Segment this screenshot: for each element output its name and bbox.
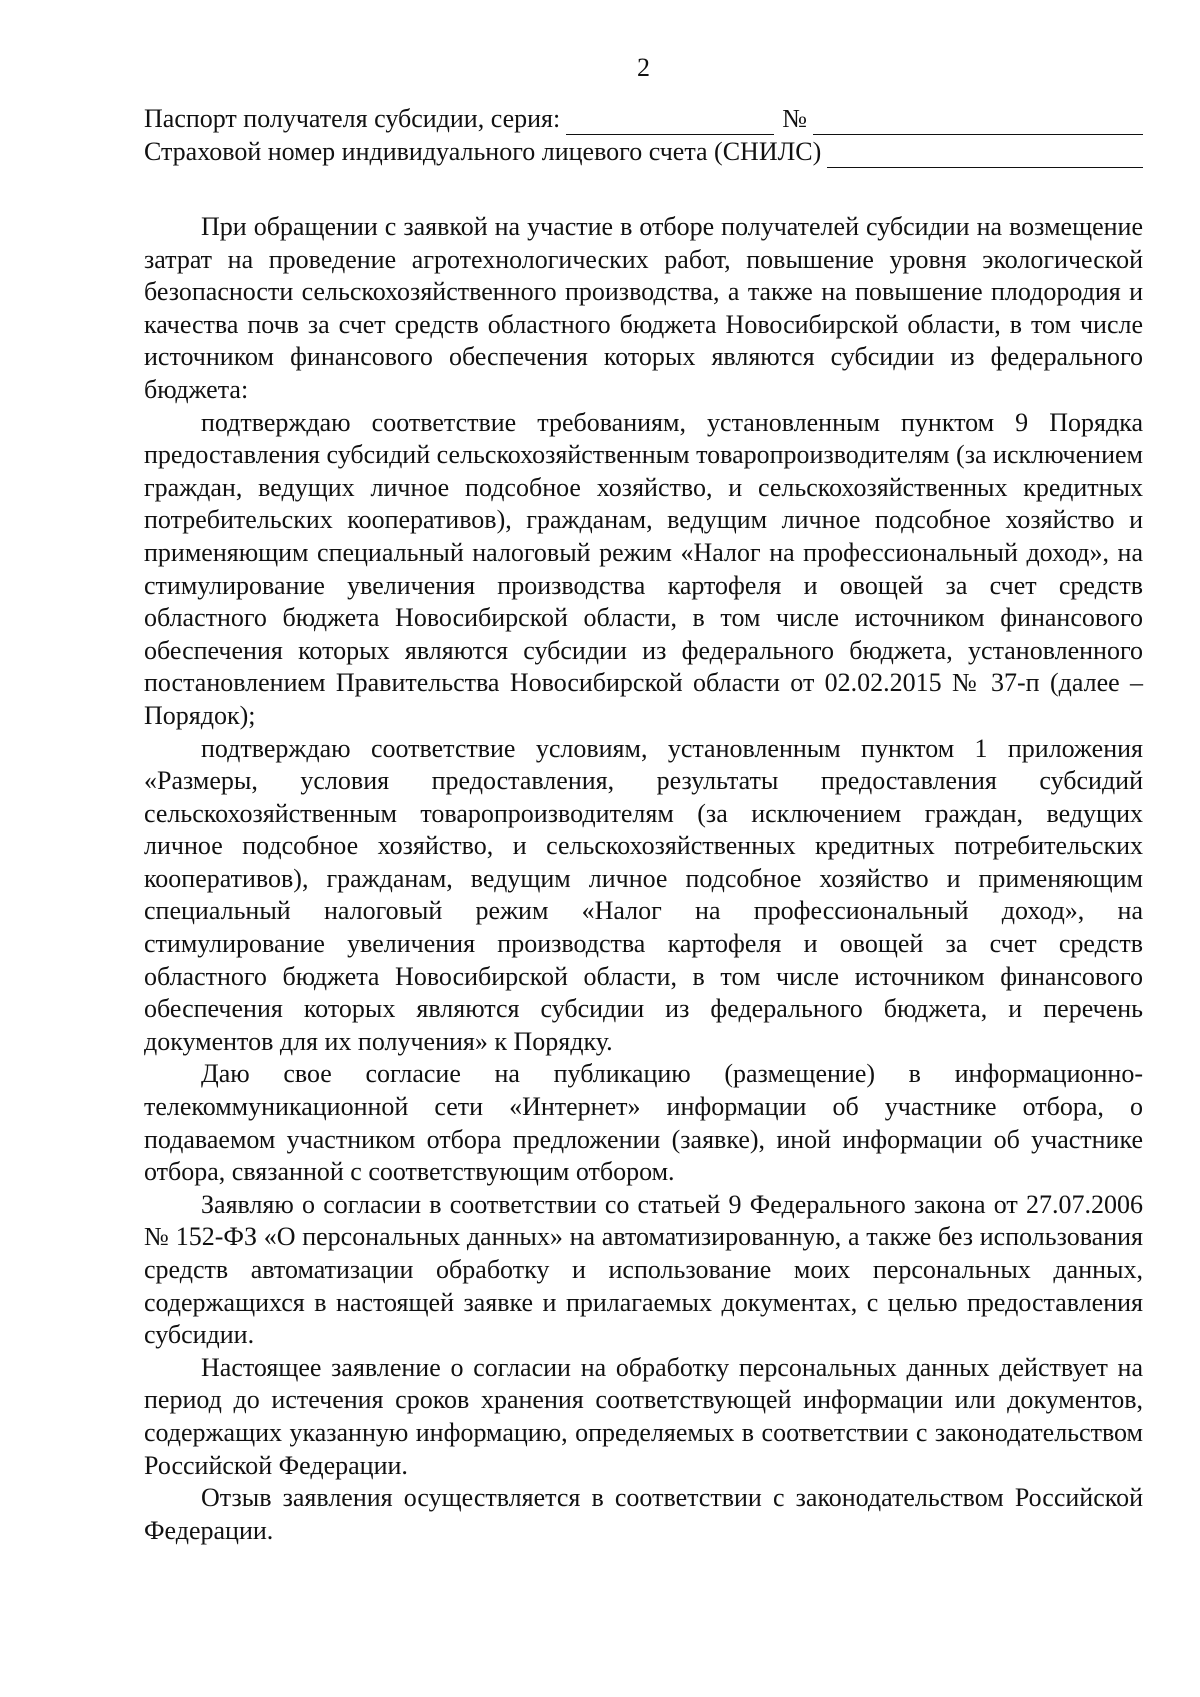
snils-line xyxy=(144,135,1143,168)
snils-blank[interactable] xyxy=(827,141,1143,168)
paragraph-personal-data-consent: Заявляю о согласии в соответствии со статьей 9 Федерального закона от 27.07.2006 № 152-ФЗ «О персональных данных» на автоматизированную, а также без использования средств автоматизации обработку и использование моих персональных данных, содержащихся в настоящей заявке и прилагаемых документах, с целью предоставления субсидии. xyxy=(144,1189,1143,1350)
paragraph-intro: При обращении с заявкой на участие в отборе получателей субсидии на возмещение затрат на проведение агротехнологических работ, повышение уровня экологической безопасности сельскохозяйственного производства, а также на повышение плодородия и качества почв за счет средств областного бюджета Новосибирской области, в том числе источником финансового обеспечения которых являются субсидии из федерального бюджета: xyxy=(144,212,1143,404)
passport-number-blank[interactable] xyxy=(813,108,1143,135)
paragraph-publication-consent: Даю свое согласие на публикацию (размещение) в информационно-телекоммуникационной сети «Интернет» информации об участнике отбора, о подаваемом участником отбора предложении (заявке), иной информации об участнике отбора, связанной с соответствующим отбором. xyxy=(144,1059,1143,1187)
paragraph-requirements: подтверждаю соответствие требованиям, установленным пунктом 9 Порядка предоставления субсидий сельскохозяйственным товаропроизводителям (за исключением граждан, ведущих личное подсобное хозяйство, и сельскохозяйственных кредитных потребительских кооперативов), гражданам, ведущим личное подсобное хозяйство и применяющим специальный налоговый режим «Налог на профессиональный доход», на стимулирование увеличения производства картофеля и овощей за счет средств областного бюджета Новосибирской области, в том числе источником финансового обеспечения которых являются субсидии из федерального бюджета, установленного постановлением Правительства Новосибирской области от 02.02.2015 № 37-п (далее – Порядок); xyxy=(144,407,1143,730)
passport-number-sign: № xyxy=(782,104,808,133)
passport-line xyxy=(144,102,1143,135)
page-number: 2 xyxy=(637,53,650,82)
passport-label: Паспорт получателя субсидии, серия: xyxy=(144,104,561,133)
passport-series-blank[interactable] xyxy=(566,108,774,135)
snils-label: Страховой номер индивидуального лицевого счета (СНИЛС) xyxy=(144,137,822,166)
paragraph-consent-period: Настоящее заявление о согласии на обработку персональных данных действует на период до истечения сроков хранения соответствующей информации или документов, содержащих указанную информацию, определяемых в соответствии с законодательством Российской Федерации. xyxy=(144,1352,1143,1480)
document-page xyxy=(144,52,1143,1547)
section-gap xyxy=(144,168,1143,211)
paragraph-conditions: подтверждаю соответствие условиям, установленным пунктом 1 приложения «Размеры, условия предоставления, результаты предоставления субсидий сельскохозяйственным товаропроизводителям (за исключением граждан, ведущих личное подсобное хозяйство, и сельскохозяйственных кредитных потребительских кооперативов), гражданам, ведущим личное подсобное хозяйство и применяющим специальный налоговый режим «Налог на профессиональный доход», на стимулирование увеличения производства картофеля и овощей за счет средств областного бюджета Новосибирской области, в том числе источником финансового обеспечения которых являются субсидии из федерального бюджета, и перечень документов для их получения» к Порядку. xyxy=(144,733,1143,1056)
paragraph-withdrawal: Отзыв заявления осуществляется в соответствии с законодательством Российской Федерации. xyxy=(144,1483,1143,1545)
